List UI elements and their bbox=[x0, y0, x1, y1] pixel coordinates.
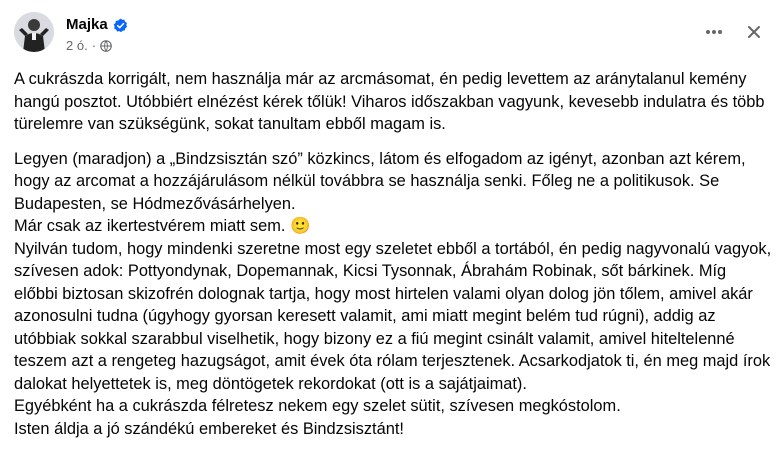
post-actions bbox=[702, 20, 766, 44]
paragraph-2-line-5: Isten áldja a jó szándékú embereket és Bindzsisztánt! bbox=[14, 419, 404, 438]
author-row bbox=[66, 16, 128, 34]
avatar-image bbox=[14, 12, 54, 52]
smile-emoji-icon: 🙂 bbox=[289, 217, 311, 235]
close-icon bbox=[746, 24, 762, 40]
post-timestamp[interactable]: 2 ó. bbox=[66, 38, 88, 53]
close-button[interactable] bbox=[742, 20, 766, 44]
post-header bbox=[14, 8, 766, 68]
author-avatar[interactable] bbox=[14, 12, 54, 52]
paragraph-2-line-3: Nyilván tudom, hogy mindenki szeretne most egy szeletet ebből a tortából, én pedig nagyvonalú vagyok, szívesen adok: Pottyondynak, Dopemannak, Kicsi Tysonnak, Ábrahám Robinak, sőt bárkinek. Míg előbbi biztosan skizofrén dolognak tartja, hogy most hirtelen valami olyan dolog jön tőlem, amivel akár azonosulni tudna (úgyhogy gyorsan keresett valamit, ami miatt megint belém tud rúgni), addig az utóbbiak sokkal szarabbul viselhetik, hogy bizony ez a fiú megint csinált valamit, amivel hiteltelenné teszem azt a rengeteg hazugságot, amit évek óta rólam terjesztenek. Acsarkodjatok ti, én meg majd írok dalokat helyettetek is, meg döntögetek rekordokat (ott is a sajátjaimat). bbox=[14, 239, 772, 393]
post-body bbox=[14, 68, 774, 440]
paragraph-2-line-4: Egyébként ha a cukrászda félretesz nekem egy szelet sütit, szívesen megkóstolom. bbox=[14, 397, 621, 415]
paragraph-2-line-2: Már csak az ikertestvérem miatt sem. bbox=[14, 217, 286, 235]
author-name[interactable]: Majka bbox=[66, 16, 108, 33]
post-paragraph-1: A cukrászda korrigált, nem használja már az arcmásomat, én pedig levettem az aránytalanul kemény hangú posztot. Utóbbiért elnézést kérek tőlük! Viharos időszakban vagyunk, kevesebb indulatra és több türelemre van szükségünk, sokat tanultam ebből magam is. bbox=[14, 70, 765, 133]
verified-badge-icon bbox=[113, 18, 128, 33]
globe-icon[interactable] bbox=[100, 40, 112, 52]
post-paragraph-2 bbox=[14, 148, 774, 441]
post-meta bbox=[66, 38, 112, 54]
paragraph-2-line-1: Legyen (maradjon) a „Bindzsisztán szó” közkincs, látom és elfogadom az igényt, azonban azt kérem, hogy az arcomat a hozzájárulásom nélkül továbbra se használja senki. Főleg ne a politikusok. Se Budapesten, se Hódmezővásárhelyen. bbox=[14, 149, 746, 213]
more-horizontal-icon bbox=[704, 22, 724, 42]
more-options-button[interactable] bbox=[702, 20, 726, 44]
meta-separator: · bbox=[91, 38, 97, 53]
